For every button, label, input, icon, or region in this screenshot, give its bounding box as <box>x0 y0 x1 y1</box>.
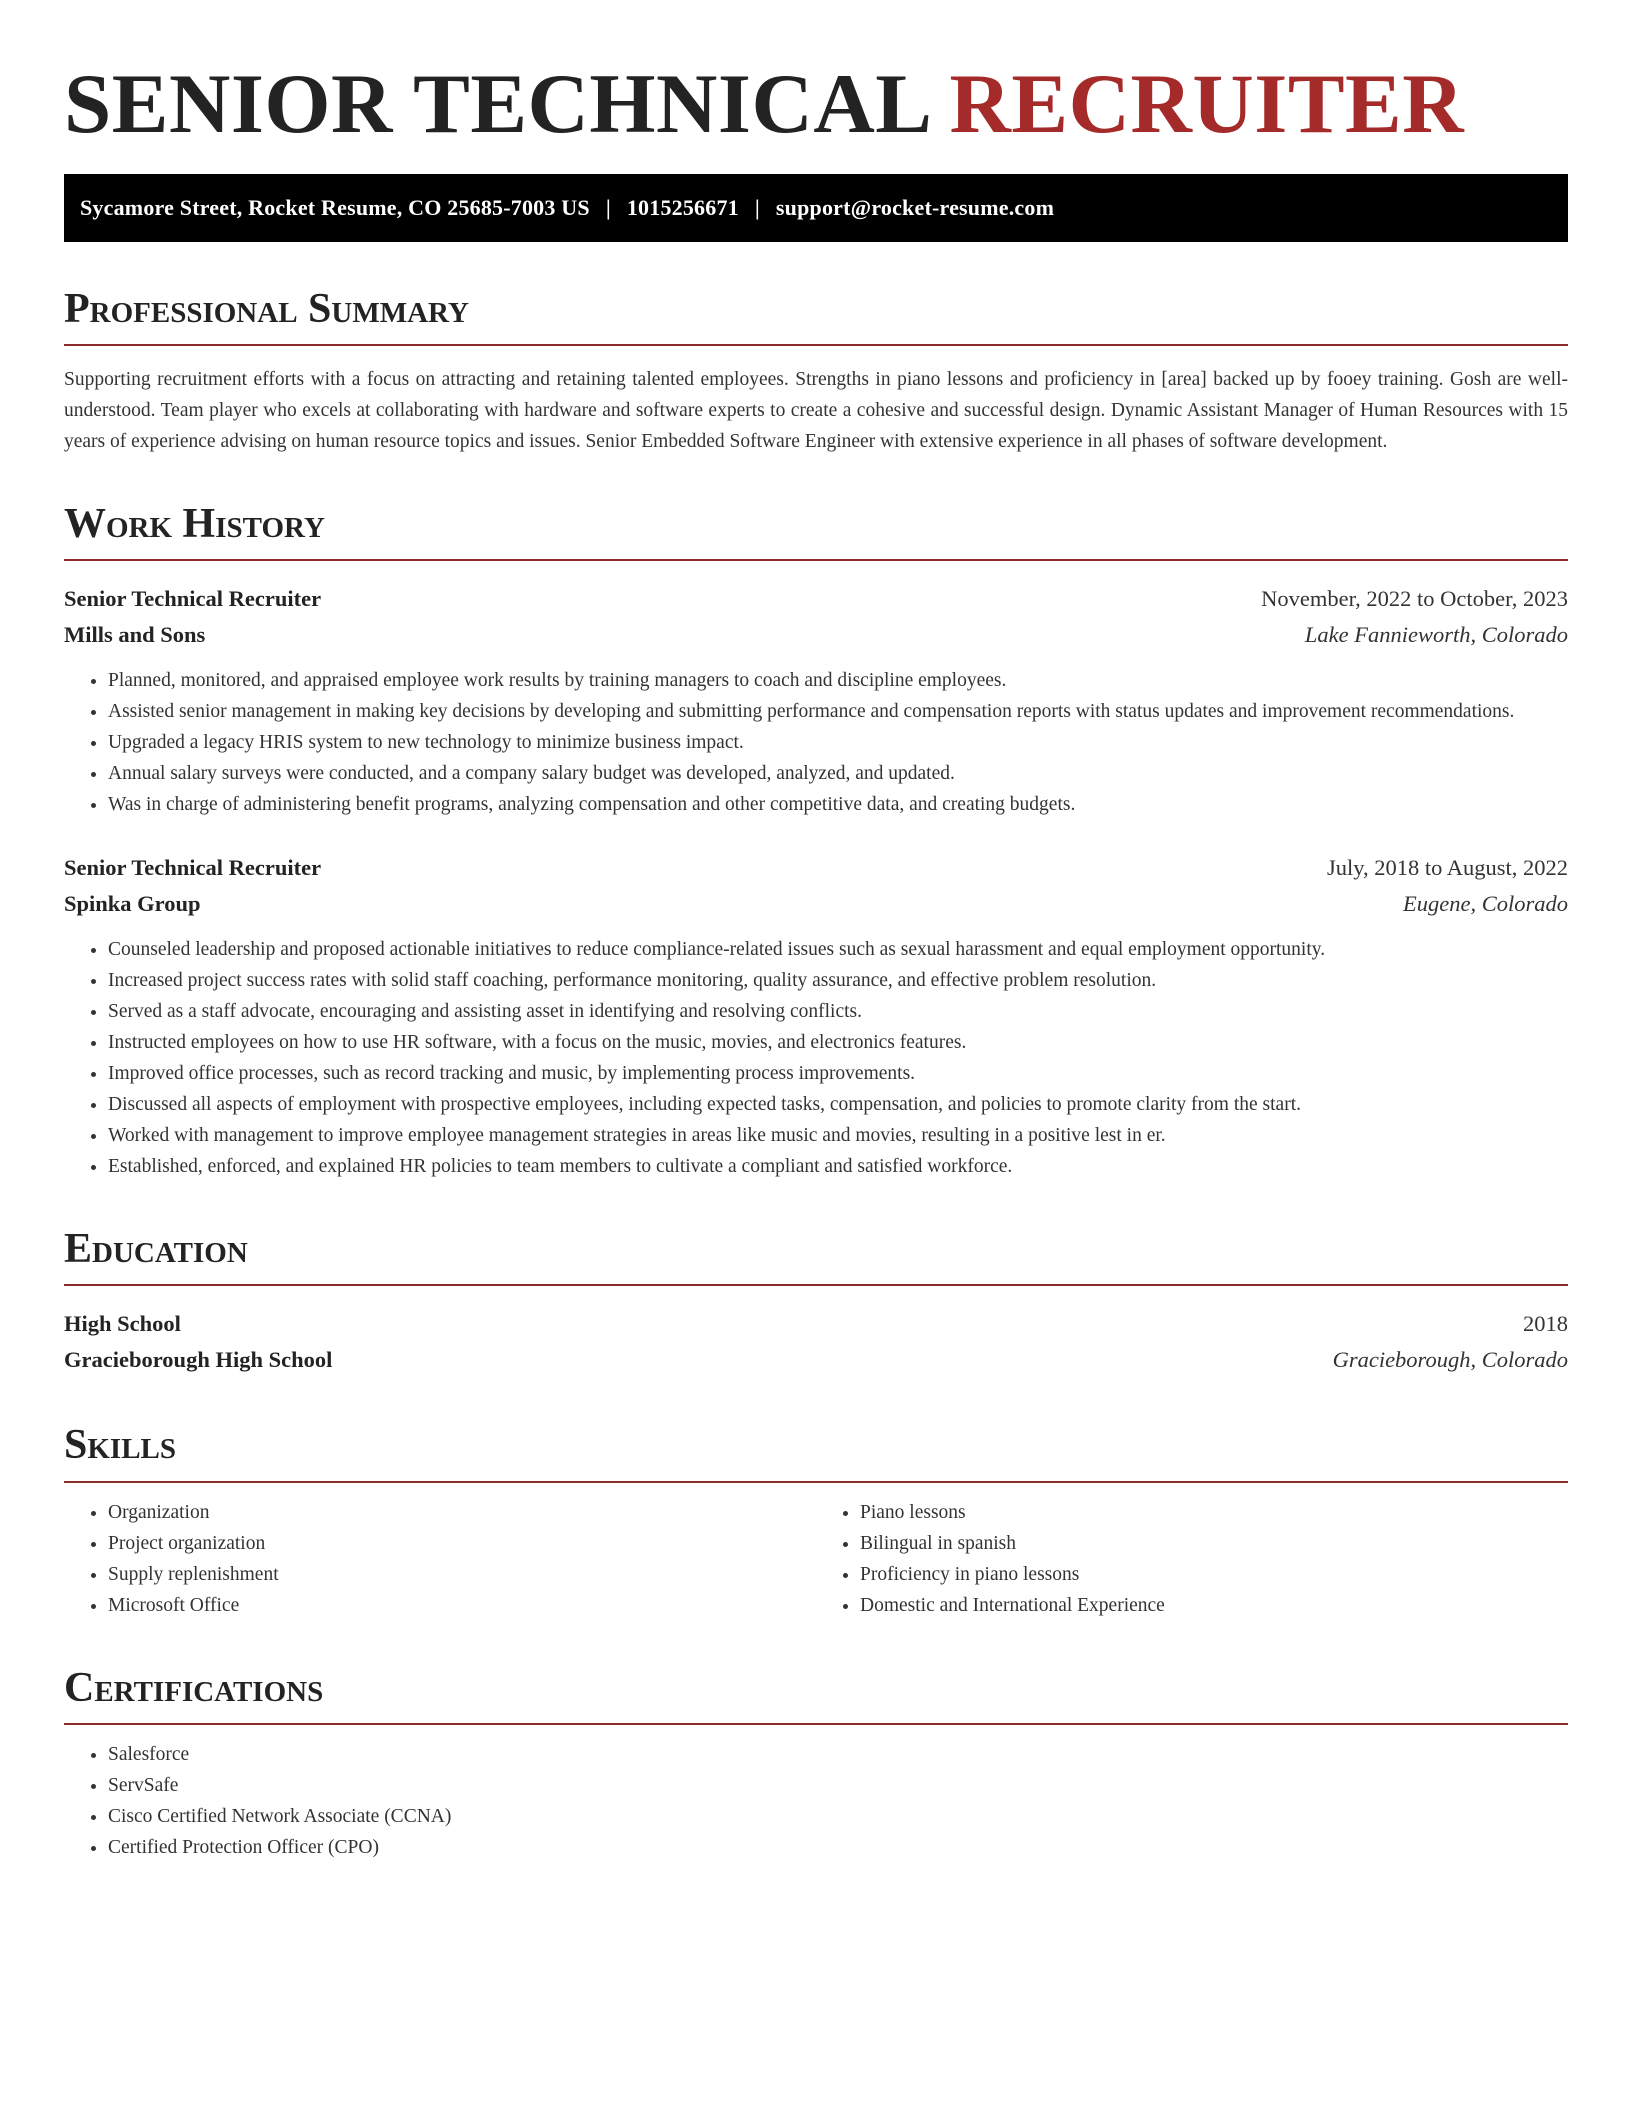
job-title: Senior Technical Recruiter <box>64 855 322 881</box>
education-degree: High School <box>64 1311 181 1337</box>
job-company: Spinka Group <box>64 891 201 917</box>
job-bullet: • Increased project success rates with solid staff coaching, performance monitoring, quality assurance, and effective problem resolution. <box>108 965 1568 996</box>
job-bullet: • Discussed all aspects of employment with prospective employees, including expected tasks, compensation, and policies to promote clarity from the start. <box>108 1089 1568 1120</box>
summary-text: Supporting recruitment efforts with a focus on attracting and retaining talented employees. Strengths in piano lessons and proficiency in [area] backed up by fooey training. Gosh are well-understood. Team player who excels at collaborating with hardware and software experts to create a cohesive and successful design. Dynamic Assistant Manager of Human Resources with 15 years of experience advising on human resource topics and issues. Senior Embedded Software Engineer with extensive experience in all phases of software development. <box>64 368 1568 452</box>
certification-item: • Cisco Certified Network Associate (CCNA) <box>108 1801 1568 1832</box>
education-section <box>64 1226 1568 1378</box>
contact-email: support@rocket-resume.com <box>775 194 1055 220</box>
work-history-section <box>64 501 1568 1182</box>
summary-section <box>64 286 1568 457</box>
skills-grid <box>64 1497 1568 1621</box>
job-bullet: • Served as a staff advocate, encouraging and assisting asset in identifying and resolving conflicts. <box>108 996 1568 1027</box>
certification-item: • Certified Protection Officer (CPO) <box>108 1832 1568 1863</box>
title-part-main: SENIOR TECHNICAL <box>64 57 928 151</box>
contact-phone: 1015256671 <box>626 194 739 220</box>
job-bullet: • Planned, monitored, and appraised employee work results by training managers to coach and discipline employees. <box>108 665 1568 696</box>
education-school: Gracieborough High School <box>64 1347 333 1373</box>
skill-item: • Domestic and International Experience <box>860 1590 1568 1621</box>
job-bullet: • Established, enforced, and explained HR policies to team members to cultivate a compliant and satisfied workforce. <box>108 1151 1568 1182</box>
job-bullet: • Instructed employees on how to use HR software, with a focus on the music, movies, and electronics features. <box>108 1027 1568 1058</box>
skills-column-right <box>816 1497 1568 1621</box>
skill-item: • Supply replenishment <box>108 1559 816 1590</box>
certification-item: • Salesforce <box>108 1739 1568 1770</box>
certifications-list <box>64 1739 1568 1863</box>
job-dates: November, 2022 to October, 2023 <box>1261 586 1568 612</box>
resume-title <box>64 56 1568 154</box>
education-year: 2018 <box>1523 1311 1568 1337</box>
education-location: Gracieborough, Colorado <box>1332 1347 1568 1373</box>
skill-item: • Piano lessons <box>860 1497 1568 1528</box>
job-bullets <box>64 665 1568 820</box>
skills-section <box>64 1422 1568 1620</box>
skill-item: • Proficiency in piano lessons <box>860 1559 1568 1590</box>
job-bullet: • Upgraded a legacy HRIS system to new technology to minimize business impact. <box>108 727 1568 758</box>
skill-item: • Project organization <box>108 1528 816 1559</box>
contact-separator: | <box>605 194 611 220</box>
job-entry <box>64 850 1568 1182</box>
job-entry <box>64 581 1568 820</box>
job-bullet: • Worked with management to improve employee management strategies in areas like music and movies, resulting in a positive lest in er. <box>108 1120 1568 1151</box>
skills-heading: Skills <box>64 1422 1568 1482</box>
skill-item: • Microsoft Office <box>108 1590 816 1621</box>
contact-bar <box>64 174 1568 242</box>
skill-item: • Organization <box>108 1497 816 1528</box>
skill-item: • Bilingual in spanish <box>860 1528 1568 1559</box>
work-history-heading: Work History <box>64 501 1568 561</box>
contact-separator: | <box>754 194 760 220</box>
job-bullet: • Improved office processes, such as record tracking and music, by implementing process improvements. <box>108 1058 1568 1089</box>
job-title: Senior Technical Recruiter <box>64 586 322 612</box>
summary-heading: Professional Summary <box>64 286 1568 346</box>
job-bullet: • Assisted senior management in making key decisions by developing and submitting performance and compensation reports with status updates and improvement recommendations. <box>108 696 1568 727</box>
skills-column-left <box>64 1497 816 1621</box>
job-bullets <box>64 934 1568 1182</box>
title-part-accent: RECRUITER <box>949 57 1465 151</box>
education-heading: Education <box>64 1226 1568 1286</box>
job-bullet: • Counseled leadership and proposed actionable initiatives to reduce compliance-related issues such as sexual harassment and equal employment opportunity. <box>108 934 1568 965</box>
job-location: Eugene, Colorado <box>1403 891 1568 917</box>
job-dates: July, 2018 to August, 2022 <box>1326 855 1568 881</box>
certification-item: • ServSafe <box>108 1770 1568 1801</box>
job-bullet: • Annual salary surveys were conducted, and a company salary budget was developed, analyzed, and updated. <box>108 758 1568 789</box>
certifications-bullets <box>64 1739 1568 1863</box>
education-entry <box>64 1306 1568 1378</box>
job-company: Mills and Sons <box>64 622 206 648</box>
certifications-section <box>64 1665 1568 1863</box>
job-location: Lake Fannieworth, Colorado <box>1304 622 1568 648</box>
contact-address: Sycamore Street, Rocket Resume, CO 25685-7003 US <box>80 194 590 220</box>
certifications-heading: Certifications <box>64 1665 1568 1725</box>
job-bullet: • Was in charge of administering benefit programs, analyzing compensation and other competitive data, and creating budgets. <box>108 789 1568 820</box>
